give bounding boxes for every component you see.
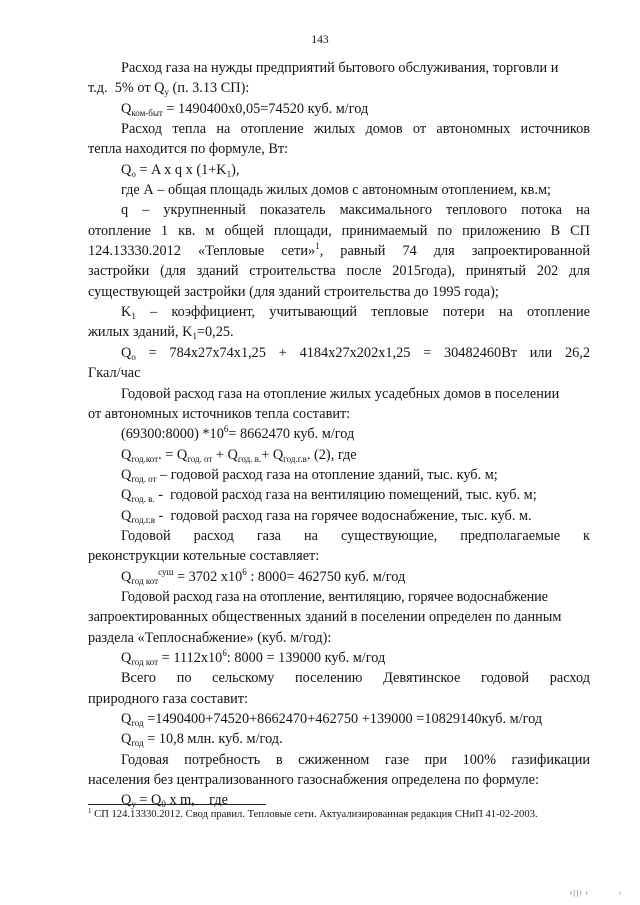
- scan-marks: ı||ı ı: [570, 889, 589, 897]
- scan-dot: ı: [619, 889, 621, 897]
- text-line: раздела «Теплоснабжение» (куб. м/год):: [88, 629, 332, 646]
- text-line: тепла находится по формуле, Вт:: [88, 141, 289, 158]
- text-line: Годовой расход газа на отопление жилых усадебных домов в поселении: [121, 385, 560, 402]
- page-number: 143: [311, 34, 329, 46]
- text-line: (69300:8000) $*10^6= 8662470$ куб. м/год: [121, 424, 355, 443]
- text-line: $Q_{год} = 10,8$ млн. куб. м/год.: [121, 731, 283, 749]
- text-line: Расход газа на нужды предприятий бытового обслуживания, торговли и: [121, 60, 559, 76]
- text-line: Годовой расход газа на отопление, вентиляцию, горячее водоснабжение: [121, 588, 548, 605]
- text-line: Всего по сельскому поселению Девятинское годовой расход: [121, 670, 590, 687]
- text-line: $Q_у = Q_0$ x m, где: [121, 792, 228, 810]
- text-line: Гкал/час: [88, 365, 141, 382]
- text-line: $Q_о = A$ x q x $(1+K_1)$,: [121, 161, 240, 179]
- text-line: Годовая потребность в сжиженном газе при 100% газификации: [121, 751, 590, 768]
- text-line: $Q_{год кот} = 1112x10^6$: 8000 = 139000 куб. м/год: [121, 647, 386, 667]
- text-line: $Q_{год кот}^{суш} = 3702$ $x10^6$ : 8000= 462750 куб. м/год: [121, 566, 406, 586]
- text-line: где А – общая площадь жилых домов с автономным отоплением, кв.м;: [121, 182, 551, 199]
- text-line: $Q_{год.г.в}$ - годовой расход газа на горячее водоснабжение, тыс. куб. м.: [121, 507, 532, 525]
- text-line: $Q_{год} =1490400+74520+8662470+462750 +139000 =10829140куб$. м/год: [121, 711, 543, 728]
- footnote: $^1$ СП 124.13330.2012. Свод правил. Тепловые сети. Актуализированная редакция СНиП 41-02-2003.: [88, 807, 538, 820]
- text-line: отопление 1 кв. м общей площади, принимаемый по приложению В СП: [88, 222, 590, 239]
- text-line: $Q_{год. в.}$ - годовой расход газа на вентиляцию помещений, тыс. куб. м;: [121, 487, 537, 505]
- text-line: $Q_{ком-быт} = 1490400х0,05=74520$ куб. м/год: [121, 100, 369, 118]
- text-line: реконструкции котельные составляет:: [88, 548, 320, 565]
- text-line: $K_1$ – коэффициент, учитывающий тепловые потери на отопление: [121, 304, 590, 322]
- text-line: $Q_{год.кот}$. = $Q_{год. от} + Q_{год. в.}+ Q_{год.г.в}$. (2), где: [121, 446, 357, 464]
- text-line: запроектированных общественных зданий в поселении определен по данным: [88, 609, 562, 626]
- text-line: жилых зданий, $K_1=0,25$.: [88, 324, 234, 342]
- footnote-divider: [88, 804, 266, 805]
- text-line: Годовой расход газа на существующие, предполагаемые к: [121, 527, 590, 544]
- text-line: населения без централизованного газоснабжения определена по формуле:: [88, 772, 539, 789]
- text-line: $Q_о = 784x27x74x1,25 + 4184x27x202x1,25 = 30482460Вт$ или 26,2: [121, 344, 590, 362]
- text-line: 124.13330.2012 «Тепловые сети»$^1$, равный 74 для запроектированной: [88, 241, 591, 260]
- text-line: существующей застройки (для зданий строительства до 1995 года);: [88, 283, 499, 300]
- document-body: [88, 58, 590, 811]
- text-line: природного газа составит:: [88, 690, 249, 707]
- text-line: Расход тепла на отопление жилых домов от автономных источников: [121, 121, 590, 138]
- text-line: застройки (для зданий строительства после 2015года), принятый 202 для: [88, 263, 590, 280]
- text-line: q – укрупненный показатель максимального теплового потока на: [121, 202, 590, 219]
- text-line: от автономных источников тепла составит:: [88, 405, 351, 422]
- text-line: т.д. 5% от $Q_у$ (п. 3.13 СП):: [88, 80, 250, 98]
- text-line: $Q_{год. от}$ – годовой расход газа на отопление зданий, тыс. куб. м;: [121, 466, 498, 484]
